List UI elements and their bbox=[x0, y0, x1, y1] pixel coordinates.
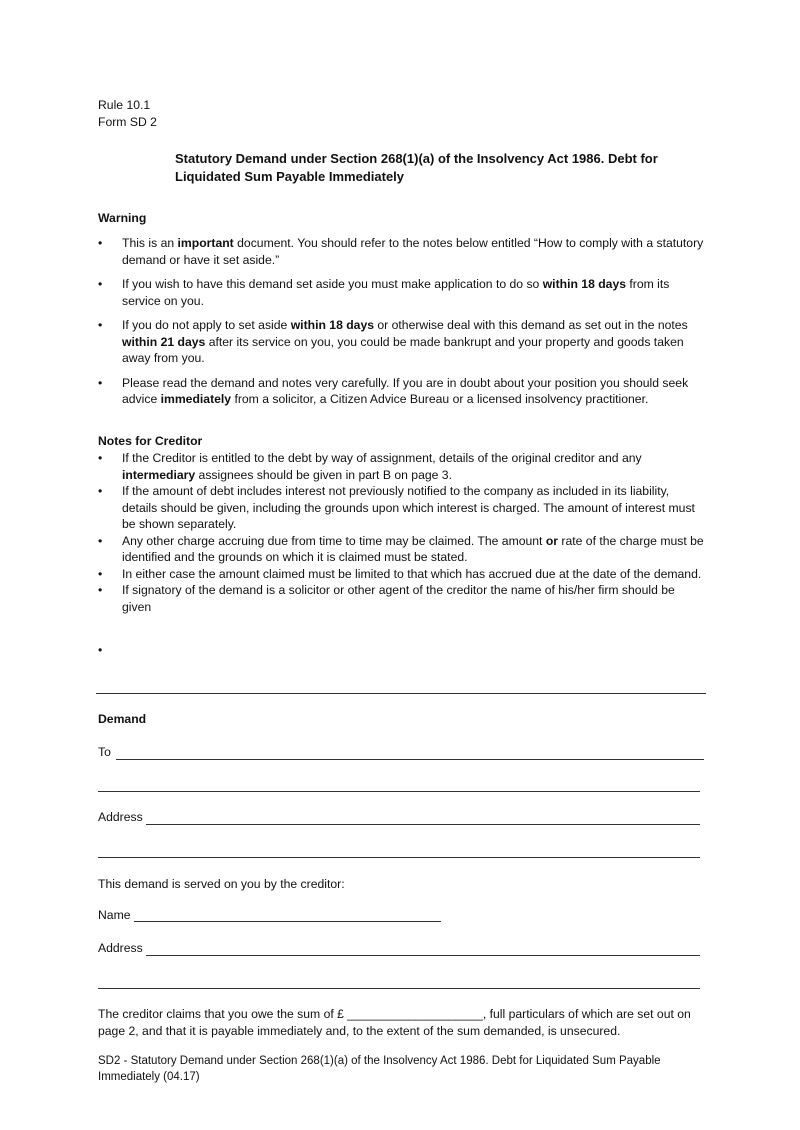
note-item: • If the amount of debt includes interest not previously notified to the company as included in its liability, details should be given, including the grounds upon which interest is charged. The amount of interest must be shown separately. bbox=[98, 484, 695, 531]
bullet-icon: • bbox=[98, 566, 103, 581]
creditor-address-field-line-2[interactable] bbox=[98, 988, 700, 989]
section-divider bbox=[96, 693, 706, 694]
warning-list bbox=[98, 235, 706, 416]
bullet-icon: • bbox=[98, 277, 103, 291]
page-footer: SD2 - Statutory Demand under Section 268(1)(a) of the Insolvency Act 1986. Debt for Liquidated Sum Payable Immediately (04.17) bbox=[98, 1055, 661, 1083]
address-field[interactable] bbox=[146, 824, 700, 825]
demand-heading: Demand bbox=[98, 712, 147, 726]
served-statement: This demand is served on you by the creditor: bbox=[98, 877, 345, 891]
creditor-address-field[interactable] bbox=[146, 955, 700, 956]
address-label: Address bbox=[98, 810, 143, 824]
empty-bullet-icon: • bbox=[98, 643, 103, 657]
creditor-name-field[interactable] bbox=[134, 921, 441, 922]
to-field-line-2[interactable] bbox=[98, 791, 700, 792]
creditor-address-label: Address bbox=[98, 941, 143, 955]
warning-heading: Warning bbox=[98, 211, 147, 225]
to-label: To bbox=[98, 745, 111, 759]
address-field-line-2[interactable] bbox=[98, 857, 700, 858]
bullet-icon: • bbox=[98, 236, 103, 250]
bullet-icon: • bbox=[98, 484, 103, 498]
bullet-icon: • bbox=[98, 375, 103, 390]
note-item: • In either case the amount claimed must be limited to that which has accrued due at the date of the demand. bbox=[98, 566, 702, 581]
claim-statement: The creditor claims that you owe the sum of £ ____________________, full particulars of which are set out on page 2, and that it is payable immediately and, to the extent of the sum demanded, is unsecured. bbox=[98, 1007, 691, 1038]
form-number: Form SD 2 bbox=[98, 114, 157, 129]
document-title: Statutory Demand under Section 268(1)(a) of the Insolvency Act 1986. Debt for Liquidated Sum Payable Immediately bbox=[175, 151, 658, 184]
bullet-icon: • bbox=[98, 451, 103, 465]
claim-amount-field[interactable]: ____________________ bbox=[347, 1007, 483, 1021]
warning-item: • Please read the demand and notes very carefully. If you are in doubt about your position you should seek advice immediately from a solicitor, a Citizen Advice Bureau or a licensed insolvency practitioner. bbox=[98, 375, 689, 406]
warning-item: • If you do not apply to set aside within 18 days or otherwise deal with this demand as set out in the notes within 21 days after its service on you, you could be made bankrupt and your property and goods taken away from you. bbox=[98, 318, 688, 365]
name-label: Name bbox=[98, 908, 131, 922]
note-item: • If signatory of the demand is a solicitor or other agent of the creditor the name of his/her firm should be given bbox=[98, 583, 675, 614]
rule-number: Rule 10.1 bbox=[98, 98, 151, 112]
warning-item: • This is an important document. You should refer to the notes below entitled “How to comply with a statutory demand or have it set aside.” bbox=[98, 236, 704, 267]
bullet-icon: • bbox=[98, 583, 103, 597]
note-item: • If the Creditor is entitled to the debt by way of assignment, details of the original creditor and any intermediary assignees should be given in part B on page 3. bbox=[98, 451, 642, 482]
warning-item: • If you wish to have this demand set aside you must make application to do so within 18 days from its service on you. bbox=[98, 277, 670, 308]
notes-heading: Notes for Creditor bbox=[98, 434, 203, 448]
bullet-icon: • bbox=[98, 533, 103, 548]
rule-reference bbox=[98, 97, 157, 130]
note-item: • Any other charge accruing due from time to time may be claimed. The amount or rate of the charge must be identified and the grounds on which it is claimed must be stated. bbox=[98, 533, 704, 564]
bullet-icon: • bbox=[98, 318, 103, 332]
to-field[interactable] bbox=[116, 759, 704, 760]
notes-list bbox=[98, 450, 706, 615]
